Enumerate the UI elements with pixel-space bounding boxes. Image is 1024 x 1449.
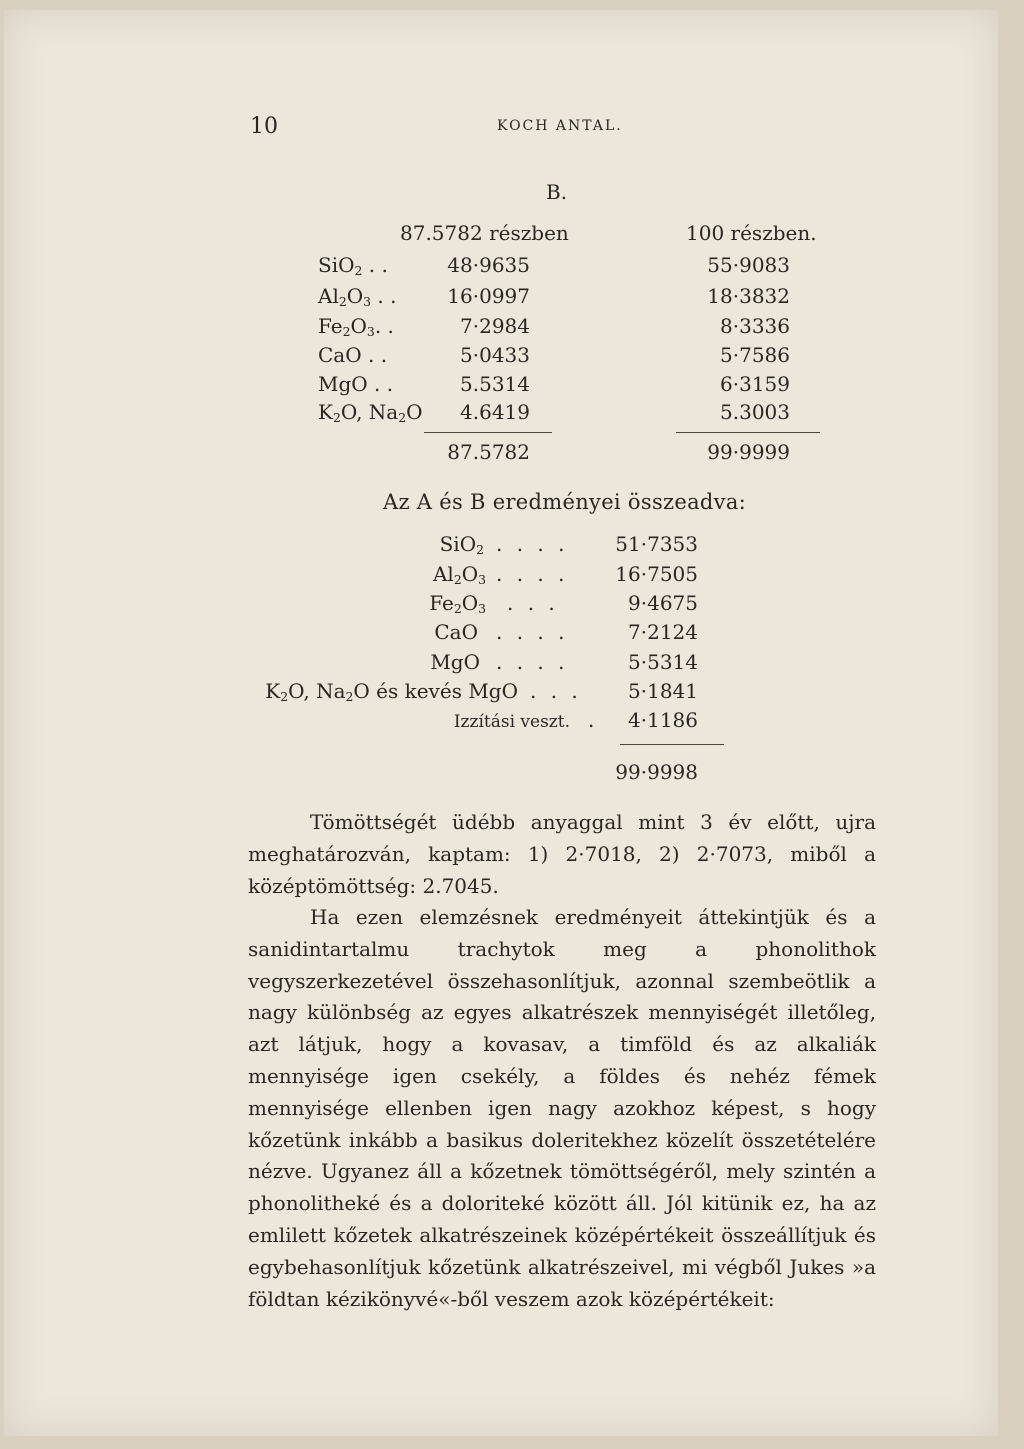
summary-total: 99·9998 <box>615 760 698 784</box>
compound-name: SiO$_2$ <box>439 532 484 558</box>
value-col2: 55·9083 <box>707 253 790 277</box>
leader-dots: . . . . <box>496 562 569 586</box>
leader-dots: . . . . <box>496 532 569 556</box>
value-col1: 5·0433 <box>460 343 530 367</box>
summary-title: Az A és B eredményei összeadva: <box>383 490 747 514</box>
total-col2: 99·9999 <box>707 440 790 464</box>
value-col2: 5.3003 <box>720 400 790 424</box>
compound-name: CaO . . <box>318 343 388 367</box>
leader-dots: . . . . <box>496 620 569 644</box>
value: 5·5314 <box>628 650 698 674</box>
compound-name: MgO . . <box>318 372 394 396</box>
column-heading-1: 87.5782 részben <box>400 221 569 245</box>
compound-name: $K_2O$, $Na_2O$ <box>318 400 423 426</box>
paragraph-comparison: Ha ezen elemzésnek eredményeit áttekintjük és a sanidintartalmu trachytok meg a phonolithok vegyszerkezetével összehasonlítjuk, azonnal szembeötlik a nagy különbség az egyes alkatrészek mennyiségét illetőleg, azt látjuk, hogy a kovasav, a timföld és az alkaliák mennyisége igen csekély, a földes és nehéz fémek mennyisége ellenben igen nagy azokhoz képest, s hogy kőzetünk inkább a basikus doleritekhez közelít összetételére nézve. Ugyanez áll a kőzetnek tömöttségéről, mely szintén a phonolitheké és a doloriteké között áll. Jól kitünik ez, ha az emlilett kőzetek alkatrészeinek középértékeit összeállítjuk és egybehasonlítjuk kőzetünk alkatrészeivel, mi végből Jukes »a földtan kézikönyvé«-ből veszem azok középértékeit: <box>248 905 876 1311</box>
sum-rule-col2 <box>676 432 820 433</box>
value-col2: 5·7586 <box>720 343 790 367</box>
sum-rule <box>620 744 724 745</box>
compound-name: SiO$_2$ . . <box>318 253 388 279</box>
page-number: 10 <box>250 114 278 139</box>
paragraph-density: Tömöttségét üdébb anyaggal mint 3 év előtt, ujra meghatározván, kaptam: 1) 2·7018, 2) 2·7073, miből a középtömöttség: 2.7045. <box>248 810 876 898</box>
value: 16·7505 <box>615 562 698 586</box>
compound-name: $Al_2O_3$ . . <box>318 284 397 310</box>
value-col1: 16·0997 <box>447 284 530 308</box>
sum-rule-col1 <box>424 432 552 433</box>
value-col2: 18·3832 <box>707 284 790 308</box>
leader-dots: . <box>588 708 599 732</box>
value-col1: 48·9635 <box>447 253 530 277</box>
value-col1: 4.6419 <box>460 400 530 424</box>
compound-name: CaO <box>434 620 478 644</box>
value-col2: 6·3159 <box>720 372 790 396</box>
value: 7·2124 <box>628 620 698 644</box>
compound-name: $Al_2O_3$ <box>432 562 486 588</box>
total-col1: 87.5782 <box>447 440 530 464</box>
compound-name: Izzítási veszt. <box>453 712 570 732</box>
leader-dots: . . . <box>507 591 559 615</box>
value-col1: 5.5314 <box>460 372 530 396</box>
compound-name: MgO <box>430 650 480 674</box>
running-title: KOCH ANTAL. <box>497 118 623 134</box>
value: 5·1841 <box>628 679 698 703</box>
leader-dots: . . . . <box>496 650 569 674</box>
column-heading-2: 100 részben. <box>686 221 817 245</box>
value: 4·1186 <box>628 708 698 732</box>
compound-name: $Fe_2O_3$. . <box>318 314 394 340</box>
compound-name: $K_2O$, $Na_2O$ és kevés MgO <box>265 679 518 705</box>
value-col1: 7·2984 <box>460 314 530 338</box>
value: 9·4675 <box>628 591 698 615</box>
leader-dots: . . . <box>530 679 582 703</box>
value-col2: 8·3336 <box>720 314 790 338</box>
value: 51·7353 <box>615 532 698 556</box>
compound-name: $Fe_2O_3$ <box>429 591 486 617</box>
section-label-b: B. <box>546 180 568 204</box>
